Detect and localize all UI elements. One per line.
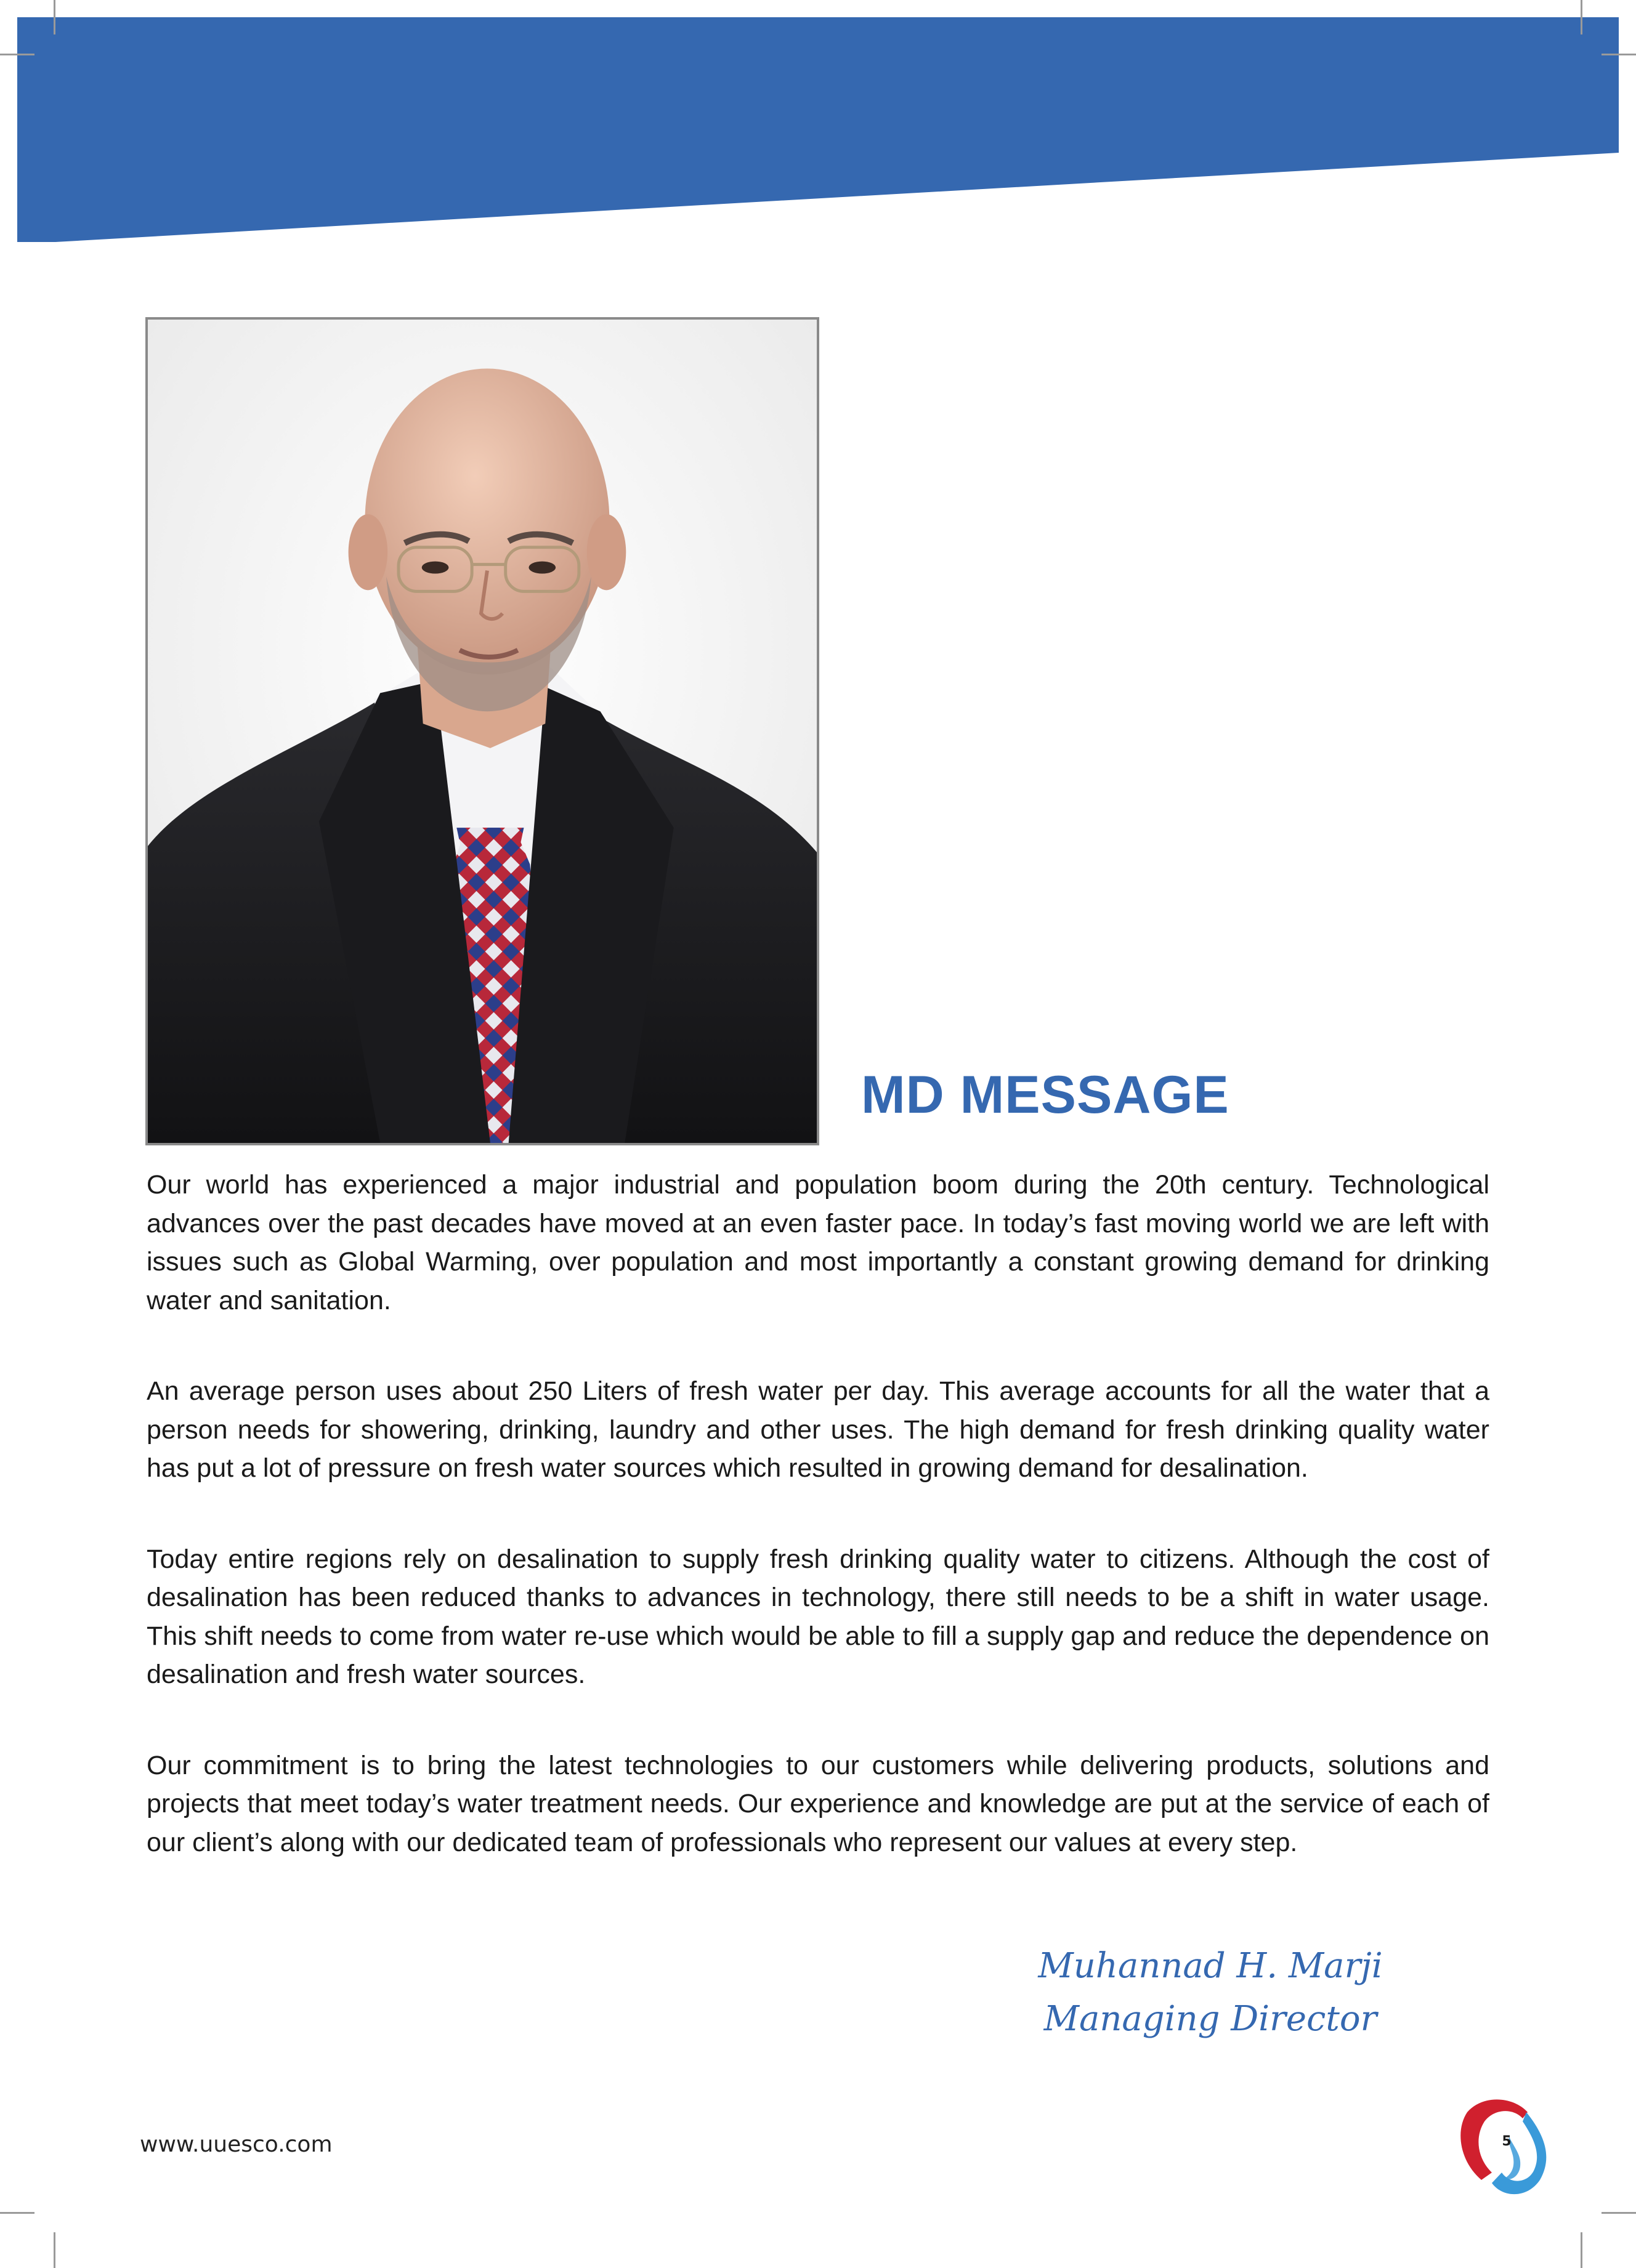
- footer-url[interactable]: www.uuesco.com: [140, 2132, 333, 2157]
- crop-mark: [0, 2212, 34, 2214]
- page-title: MD MESSAGE: [861, 1065, 1229, 1124]
- crop-mark: [1602, 54, 1636, 55]
- crop-mark: [0, 54, 34, 55]
- portrait-photo-icon: [148, 320, 817, 1143]
- signature-block: [986, 1940, 1435, 2046]
- paragraph: An average person uses about 250 Liters of fresh water per day. This average accounts for all the water that a person needs for showering, drinking, laundry and other uses. The high demand for fresh drinking quality water has put a lot of pressure on fresh water sources which resulted in growing demand for desalination.: [147, 1376, 1489, 1483]
- header-banner: [0, 0, 1636, 246]
- crop-mark: [54, 2232, 55, 2268]
- portrait-photo: [145, 317, 819, 1145]
- crop-mark: [54, 0, 55, 34]
- signature-name: Muhannad H. Marji: [1038, 1946, 1383, 1986]
- page-number: 5: [1502, 2134, 1512, 2149]
- crop-mark: [1581, 0, 1582, 34]
- paragraph: Today entire regions rely on desalination to supply fresh drinking quality water to citizens. Although the cost of desalination has been reduced thanks to advances in technology, there still needs to be a shift in water usage. This shift needs to come from water re-use which would be able to fill a supply gap and reduce the dependence on desalination and fresh water sources.: [147, 1544, 1489, 1689]
- crop-mark: [1602, 2212, 1636, 2214]
- crop-mark: [1581, 2232, 1582, 2268]
- paragraph: Our commitment is to bring the latest technologies to our customers while delivering products, solutions and projects that meet today’s water treatment needs. Our experience and knowledge are put at the service of each of our client’s along with our dedicated team of professionals who represent our values at every step.: [147, 1750, 1489, 1857]
- paragraph: Our world has experienced a major industrial and population boom during the 20th century. Technological advances over the past decades have moved at an even faster pace. In today’s fast moving world we are left with issues such as Global Warming, over population and most importantly a constant growing demand for drinking water and sanitation.: [147, 1170, 1489, 1315]
- message-body: [147, 1166, 1489, 1862]
- signature-position: Managing Director: [1043, 1999, 1377, 2039]
